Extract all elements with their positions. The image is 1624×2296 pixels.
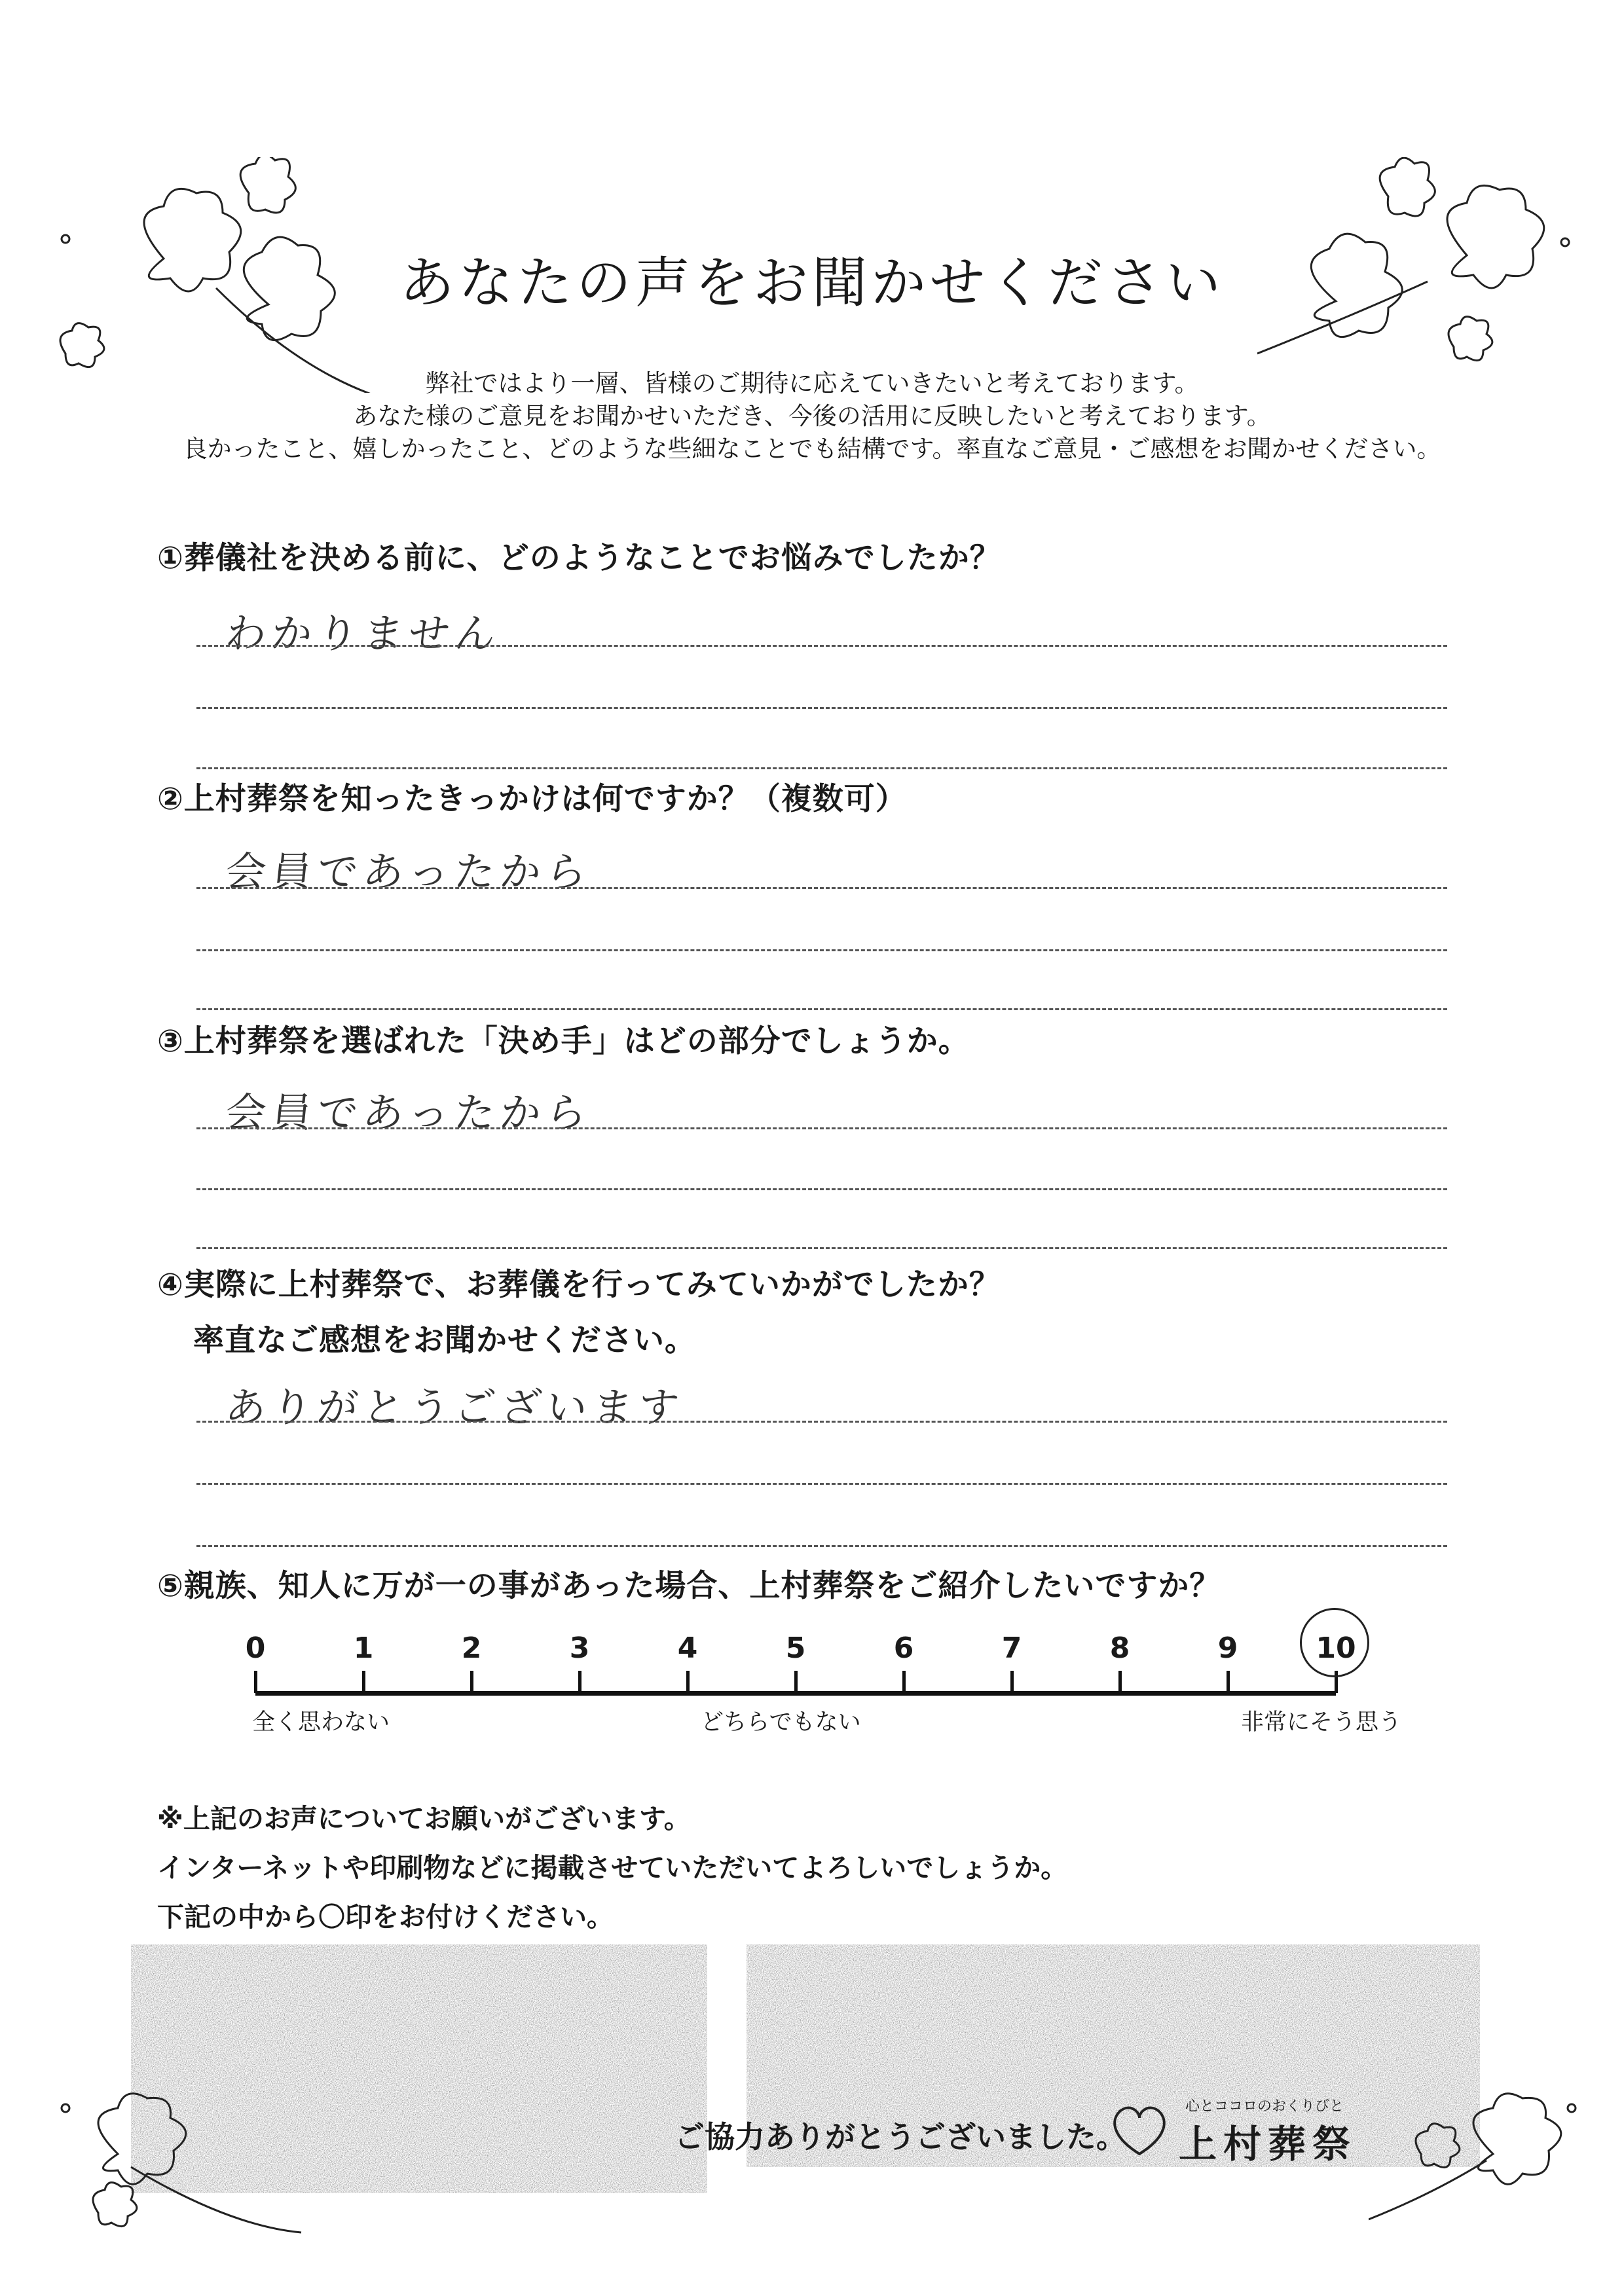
scale-tick-label: 2 — [461, 1631, 482, 1665]
scale-low-label: 全く思わない — [252, 1709, 390, 1736]
logo-name: 上村葬祭 — [1179, 2122, 1357, 2166]
answer-line — [196, 1483, 1447, 1485]
question-1: ①葬儀社を決める前に、どのようなことでお悩みでしたか？ — [157, 540, 1001, 576]
scale-tick — [1118, 1671, 1122, 1693]
note-line-3: 下記の中から〇印をお付けください。 — [157, 1901, 614, 1933]
answer-line — [196, 887, 1447, 889]
scale-tick — [1010, 1671, 1014, 1693]
answer-line — [196, 707, 1447, 709]
question-5: ⑤親族、知人に万が一の事があった場合、上村葬祭をご紹介したいですか？ — [157, 1568, 1221, 1604]
answer-4: ありがとうございます — [223, 1383, 687, 1431]
answer-line — [196, 1127, 1447, 1129]
scale-tick-label: 7 — [1001, 1631, 1022, 1665]
answer-line — [196, 1008, 1447, 1010]
scale-tick — [470, 1671, 473, 1693]
note-line-2: インターネットや印刷物などに掲載させていただいてよろしいでしょうか。 — [157, 1852, 1068, 1884]
question-2: ②上村葬祭を知ったきっかけは何ですか？（複数可） — [157, 781, 907, 817]
scale-tick-label: 10 — [1316, 1631, 1356, 1665]
intro-line-2: あなた様のご意見をお聞かせいただき、今後の活用に反映したいと考えております。 — [353, 402, 1271, 430]
answer-3: 会員であったから — [223, 1089, 595, 1137]
scale-tick-label: 4 — [677, 1631, 698, 1665]
page-title: あなたの声をお聞かせください — [399, 251, 1225, 315]
scale-tick-label: 3 — [569, 1631, 590, 1665]
note-line-1: ※上記のお声についてお願いがございます。 — [157, 1803, 691, 1834]
scale-mid-label: どちらでもない — [701, 1709, 861, 1736]
scale-tick-label: 9 — [1217, 1631, 1238, 1665]
thanks-message: ご協力ありがとうございました。 — [674, 2119, 1126, 2155]
question-4: ④実際に上村葬祭で、お葬儀を行ってみていかがでしたか？ — [157, 1267, 1001, 1303]
scale-tick — [902, 1671, 906, 1693]
scale-tick-label: 1 — [353, 1631, 374, 1665]
answer-line — [196, 767, 1447, 769]
answer-line — [196, 1545, 1447, 1547]
scale-tick — [362, 1671, 365, 1693]
scale-tick — [578, 1671, 581, 1693]
answer-line — [196, 949, 1447, 951]
scale-tick — [794, 1671, 798, 1693]
scale-tick — [254, 1671, 257, 1693]
scale-tick-label: 5 — [785, 1631, 806, 1665]
question-4-line-2: 率直なご感想をお聞かせください。 — [193, 1322, 696, 1358]
scale-high-label: 非常にそう思う — [1241, 1709, 1402, 1736]
scale-tick-label: 8 — [1109, 1631, 1130, 1665]
answer-1: わかりません — [223, 610, 504, 657]
answer-line — [196, 1188, 1447, 1190]
scale-tick — [686, 1671, 690, 1693]
rating-scale-line — [255, 1691, 1336, 1696]
scale-tick-label: 0 — [245, 1631, 266, 1665]
scale-tick-label: 6 — [893, 1631, 914, 1665]
scale-tick — [1227, 1671, 1230, 1693]
selected-rating-circle — [1300, 1608, 1369, 1677]
intro-line-3: 良かったこと、嬉しかったこと、どのような些細なことでも結構です。率直なご意見・ご感想をお聞かせください。 — [183, 435, 1441, 463]
answer-line — [196, 645, 1447, 647]
question-3: ③上村葬祭を選ばれた「決め手」はどの部分でしょうか。 — [157, 1023, 970, 1059]
intro-line-1: 弊社ではより一層、皆様のご期待に応えていきたいと考えております。 — [425, 369, 1199, 397]
answer-2: 会員であったから — [223, 848, 595, 896]
clover-decoration-bottom-left-icon — [52, 2082, 314, 2252]
heart-logo-icon — [1107, 2102, 1172, 2160]
logo-tagline: 心とココロのおくりびと — [1185, 2098, 1344, 2115]
clover-decoration-bottom-right-icon — [1369, 2082, 1585, 2252]
answer-line — [196, 1421, 1447, 1423]
answer-line — [196, 1247, 1447, 1249]
